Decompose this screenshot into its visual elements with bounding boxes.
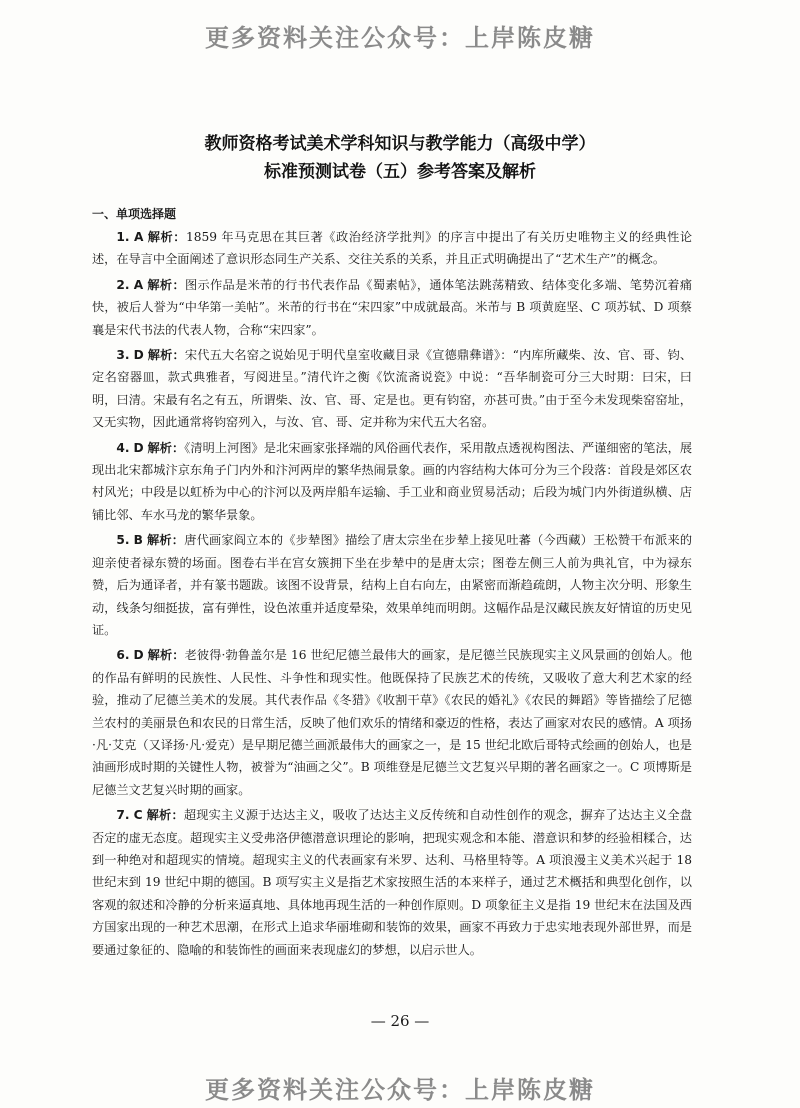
analysis-label: 解析： <box>147 277 185 292</box>
watermark-banner-bottom: 更多资料关注公众号：上岸陈皮糖 <box>205 1076 595 1104</box>
answer-item-6 <box>92 644 692 801</box>
document-subtitle: 标准预测试卷（五）参考答案及解析 <box>264 162 536 182</box>
question-number: 5. <box>116 533 130 548</box>
answer-letter: D <box>133 348 144 363</box>
answer-item-3 <box>92 344 692 434</box>
answer-item-7 <box>92 804 692 961</box>
question-number: 4. <box>116 440 130 455</box>
answer-item-1 <box>92 226 692 271</box>
question-number: 1. <box>116 230 130 244</box>
page-number: — 26 — <box>370 1012 430 1030</box>
answer-letter: A <box>133 277 144 292</box>
analysis-text: 图示作品是米芾的行书代表作品《蜀素帖》，通体笔法跳荡精致、结体变化多端、笔势沉着痛快，被后人誉为“中华第一美帖”。米芾的行书在“宋四家”中成就最高。米芾与 B 项黄庭坚、C 项苏轼、D 项蔡襄是宋代书法的代表人物，合称“宋四家”。 <box>92 277 693 337</box>
analysis-text: 1859 年马克思在其巨著《政治经济学批判》的序言中提出了有关历史唯物主义的经典性论述，在导言中全面阐述了意识形态同生产关系、交往关系的关系，并且正式明确提出了“艺术生产”的概念。 <box>92 230 693 267</box>
section-heading: 一、单项选择题 <box>92 207 177 221</box>
analysis-text: 超现实主义源于达达主义，吸收了达达主义反传统和自动性创作的观念，摒弃了达达主义全盘否定的虚无态度。超现实主义受弗洛伊德潜意识理论的影响，把现实观念和本能、潜意识和梦的经验相糅合，达到一种绝对和超现实的情境。超现实主义的代表画家有米罗、达利、马格里特等。A 项浪漫主义美术兴起于 18 世纪末到 19 世纪中期的德国。B 项写实主义是指艺术家按照生活的本来样子，通过艺术概括和典型化创作，以客观的叙述和冷静的分析来逼真地、具体地再现生活的一种创作原则。D 项象征主义是指 19 世纪末在法国及西方国家出现的一种艺术思潮，在形式上追求华丽堆砌和装饰的效果，画家不再致力于忠实地表现外部世界，而是要通过象征的、隐喻的和装饰性的画面来表现虚幻的梦想，以启示世人。 <box>92 808 693 957</box>
analysis-label: 解析： <box>146 808 184 823</box>
analysis-text: 宋代五大名窑之说始见于明代皇室收藏目录《宣德鼎彝谱》：“内库所藏柴、汝、官、哥、钧、定名窑器皿，款式典雅者，写阅进呈。”清代许之衡《饮流斋说瓷》中说：“吾华制瓷可分三大时期：曰宋，曰明，曰清。宋最有名之有五，所谓柴、汝、官、哥、定是也。更有钧窑，亦甚可贵。”由于至今未发现柴窑窑址，又无实物，因此通常将钧窑列入，与汝、官、哥、定并称为宋代五大名窑。 <box>92 348 693 430</box>
answer-item-4 <box>92 437 692 527</box>
answer-letter: C <box>133 808 143 823</box>
analysis-text: 老彼得·勃鲁盖尔是 16 世纪尼德兰最伟大的画家，是尼德兰民族现实主义风景画的创始人。他的作品有鲜明的民族性、人民性、斗争性和现实性。他既保持了民族艺术的传统，又吸收了意大利艺术家的经验，推动了尼德兰美术的发展。其代表作品《冬猎》《收割干草》《农民的婚礼》《农民的舞蹈》等皆描绘了尼德兰农村的美丽景色和农民的日常生活，反映了他们欢乐的情绪和豪迈的性格，表达了画家对农民的感情。A 项扬·凡·艾克（又译扬·凡·爱克）是早期尼德兰画派最伟大的画家之一，是 15 世纪北欧后哥特式绘画的创始人，也是油画形成时期的关键性人物，被誉为“油画之父”。B 项维登是尼德兰文艺复兴早期的著名画家之一。C 项博斯是尼德兰文艺复兴时期的画家。 <box>92 648 693 797</box>
answer-letter: B <box>133 533 143 548</box>
analysis-label: 解析： <box>147 648 185 663</box>
watermark-banner-top: 更多资料关注公众号：上岸陈皮糖 <box>205 24 595 52</box>
question-number: 7. <box>116 808 130 823</box>
document-title: 教师资格考试美术学科知识与教学能力（高级中学） <box>204 134 596 154</box>
question-number: 6. <box>116 648 130 663</box>
answer-letter: D <box>133 440 144 455</box>
analysis-label: 解析： <box>147 230 186 244</box>
analysis-label: 解析： <box>147 348 185 363</box>
analysis-label: 解析： <box>147 440 185 455</box>
answer-letter: A <box>133 230 144 244</box>
answer-list <box>92 226 692 964</box>
answer-item-2 <box>92 274 692 341</box>
analysis-text: 唐代画家阎立本的《步辇图》描绘了唐太宗坐在步辇上接见吐蕃（今西藏）王松赞干布派来的迎亲使者禄东赞的场面。图卷右半在宫女簇拥下坐在步辇中的是唐太宗；图卷左侧三人前为典礼官，中为禄东赞，后为通译者，并有篆书题跋。该图不设背景，结构上自右向左，由紧密而渐趋疏朗，人物主次分明、形象生动，线条匀细挺拔，富有弹性，设色浓重并适度晕染，效果单纯而明朗。这幅作品是汉藏民族友好情谊的历史见证。 <box>92 533 693 637</box>
question-number: 3. <box>116 348 130 363</box>
answer-letter: D <box>133 648 144 663</box>
answer-item-5 <box>92 529 692 641</box>
analysis-text: 《清明上河图》是北宋画家张择端的风俗画代表作，采用散点透视构图法、严谨细密的笔法，展现出北宋都城汴京东角子门内外和汴河两岸的繁华热闹景象。画的内容结构大体可分为三个段落：首段是郊区农村风光；中段是以虹桥为中心的汴河以及两岸船车运输、手工业和商业贸易活动；后段为城门内外街道纵横、店铺比邻、车水马龙的繁华景象。 <box>92 440 693 522</box>
analysis-label: 解析： <box>147 533 185 548</box>
question-number: 2. <box>116 277 130 292</box>
